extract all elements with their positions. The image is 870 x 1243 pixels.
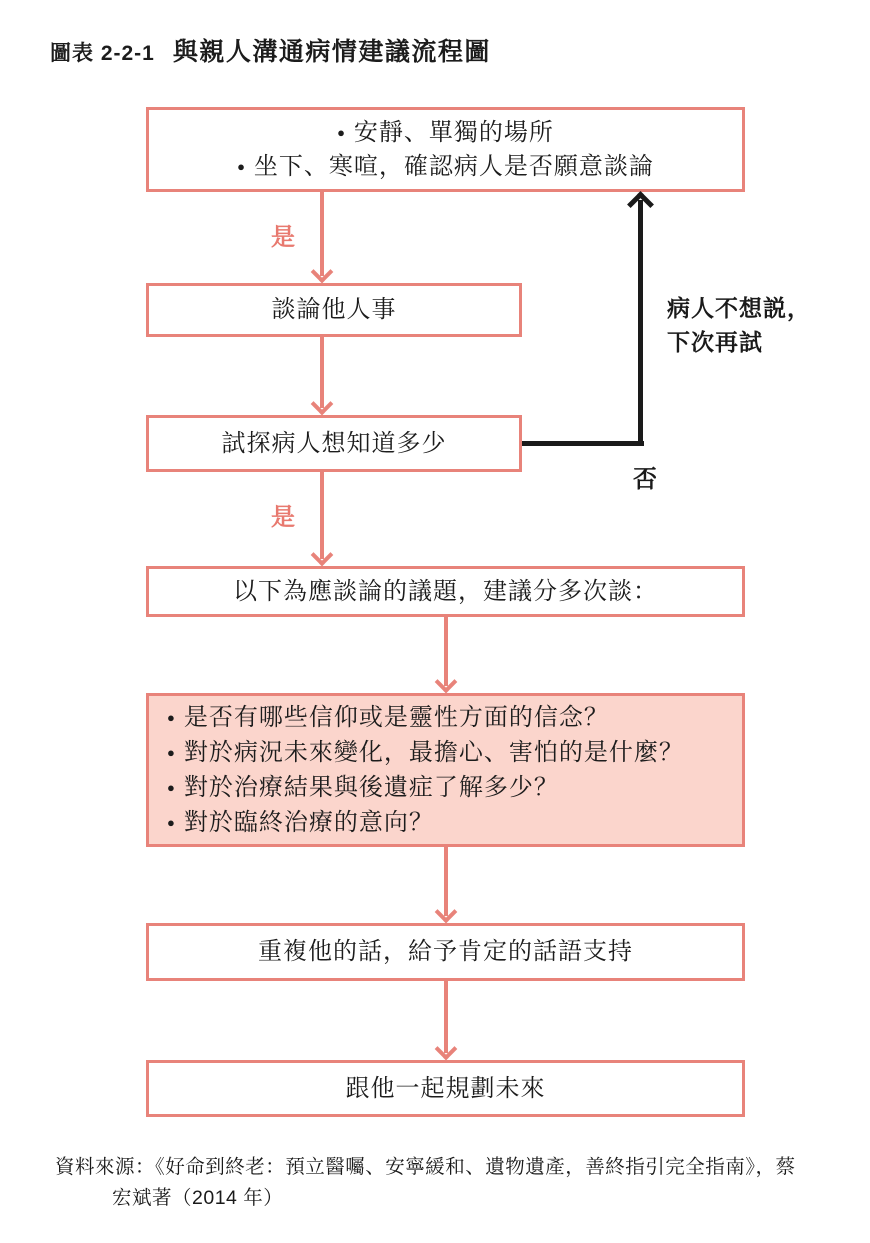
arrowhead-down-icon <box>435 1038 458 1061</box>
arrowhead-down-icon <box>435 671 458 694</box>
topic-text-3: 對於治療結果與後遺症了解多少？ <box>183 774 559 801</box>
source-line-2: 宏斌著（2014 年） <box>112 1187 284 1209</box>
no-branch-note <box>667 291 811 359</box>
arrowhead-down-icon <box>311 544 334 567</box>
source-line-1: 資料來源：《好命到終老：預立醫囑、安寧緩和、遺物遺產，善終指引完全指南》，蔡 <box>55 1156 796 1178</box>
arrow-down-other-to-probe <box>310 337 334 415</box>
intro-bullet-text-2: 坐下、寒喧，確認病人是否願意談論 <box>253 152 654 180</box>
affirm-text: 重複他的話，給予肯定的話語支持 <box>258 938 633 965</box>
topic-bullet-line-2 <box>167 735 684 770</box>
topic-bullet-line-4 <box>167 805 434 840</box>
arrowhead-down-icon <box>435 901 458 924</box>
other-topics-text: 談論他人事 <box>271 296 397 323</box>
bullet-icon: ● <box>167 814 176 830</box>
no-branch-line-horizontal <box>522 441 644 446</box>
flow-box-other-topics <box>146 283 522 337</box>
source-citation <box>55 1152 796 1214</box>
bullet-icon: ● <box>167 779 176 795</box>
arrowhead-up-icon <box>627 191 654 218</box>
arrow-down-topics-to-affirm <box>434 847 458 923</box>
intro-bullet-line-2 <box>237 150 654 184</box>
yes-label-1: 是 <box>271 224 296 251</box>
figure-number: 圖表 2-2-1 <box>50 42 155 65</box>
flow-box-topics-header <box>146 566 745 617</box>
figure-title <box>50 32 491 68</box>
topics-header-text: 以下為應談論的議題，建議分多次談： <box>233 577 658 605</box>
topic-text-4: 對於臨終治療的意向？ <box>183 809 434 836</box>
flow-box-topics <box>146 693 745 847</box>
figure-heading: 與親人溝通病情建議流程圖 <box>172 38 491 66</box>
bullet-icon: ● <box>167 744 176 760</box>
plan-text: 跟他一起規劃未來 <box>345 1074 546 1102</box>
bullet-icon: ● <box>237 158 246 174</box>
no-label: 否 <box>633 466 658 493</box>
arrowhead-down-icon <box>311 261 334 284</box>
arrow-down-header-to-topics <box>434 617 458 693</box>
arrow-shaft <box>638 200 643 446</box>
topic-bullet-line-1 <box>167 700 609 735</box>
arrow-down-intro-to-other <box>310 192 334 283</box>
flow-box-plan <box>146 1060 745 1117</box>
probe-text: 試探病人想知道多少 <box>221 429 447 457</box>
intro-bullet-text-1: 安靜、單獨的場所 <box>353 118 554 146</box>
intro-bullet-line-1 <box>337 116 554 150</box>
no-branch-note-line-1: 病人不想説， <box>667 295 811 321</box>
arrowhead-down-icon <box>311 393 334 416</box>
bullet-icon: ● <box>337 124 346 140</box>
topic-text-2: 對於病況未來變化，最擔心、害怕的是什麼？ <box>183 739 684 766</box>
no-branch-note-line-2: 下次再試 <box>667 329 763 355</box>
topic-bullet-line-3 <box>167 770 559 805</box>
arrow-down-probe-to-topics-header <box>310 472 334 566</box>
yes-label-2: 是 <box>271 504 296 531</box>
no-branch-arrow-up <box>627 193 655 446</box>
bullet-icon: ● <box>167 709 176 725</box>
arrow-down-affirm-to-plan <box>434 981 458 1060</box>
flow-box-affirm <box>146 923 745 981</box>
flow-box-probe <box>146 415 522 472</box>
flow-box-intro <box>146 107 745 192</box>
topic-text-1: 是否有哪些信仰或是靈性方面的信念？ <box>183 704 609 731</box>
